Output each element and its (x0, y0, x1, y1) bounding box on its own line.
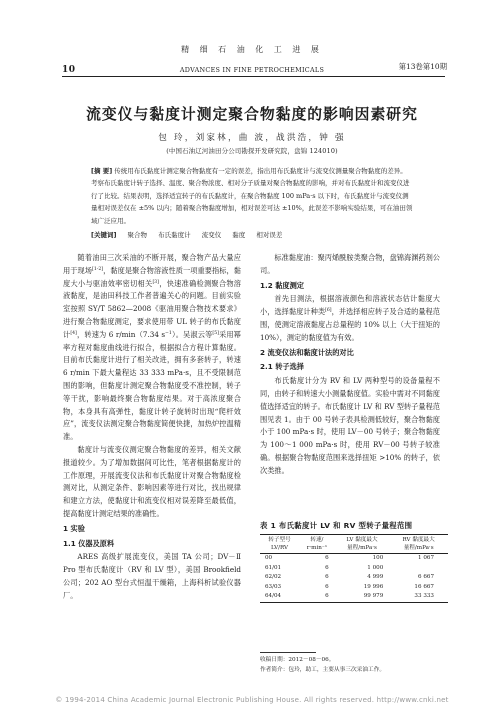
table-cell: 62/02 (265, 574, 282, 581)
citation: [5] (212, 330, 219, 336)
table-header-cell: LV 黏度最大 量程/mPa·s (346, 537, 378, 551)
body-paragraph: ARES 高级扩展流变仪，美国 TA 公司；DV－Ⅱ Pro 型布氏黏度计（RV 和 LV 型），美国 Brookfield 公司；202 AO 型台式恒温干燥箱，上海科析试验仪器厂。 (63, 552, 241, 600)
body-paragraph: 布氏黏度计分为 RV 和 LV 两种型号的设备量程不同，由转子和转速大小测量黏度值。实验中需对不同黏度值选择适宜的转子。布氏黏度计 LV 和 RV 型转子量程范围见表 1。由于 00 号转子表具检测低较好，聚合物黏度小于 100 mPa·s 时，使用 LV－00 号转子；聚合物黏度为 100～1 000 mPa·s 时，使用 RV－00 号转子较准确。根据聚合物黏度范围来选择扭矩 >10% 的转子，依次类推。 (260, 376, 440, 475)
table-header-cell: RV 黏度最大 量程/mPa·s (402, 537, 435, 551)
table-row (260, 554, 448, 564)
table-cell: 1 000 (367, 564, 384, 571)
keywords-label: [关键词] (91, 231, 117, 239)
keywords (91, 229, 413, 241)
intro-paragraph: 随着油田三次采油的不断开展，聚合物产品大量应用于现场[1-2]，黏度是聚合物溶液性质一项重要指标，黏度大小与驱油效率密切相关[3]，快速准确检测聚合物溶液黏度，是油田科技工作者普遍关心的问题。目前实验室按照 SY/T 5862—2008《驱油用聚合物技术要求》进行聚合物黏度测定，要求使用带 UL 转子的布氏黏度计[4]，转速为 6 r/min（7.34 $s^{-1}$）。吴淑云等[5]采用幂率方程对黏度曲线进行拟合，根据拟合方程计算黏度。目前布氏黏度计进行了相关改进，拥有多套转子，转速 6 r/min 下最大量程达 33 333 mPa·s，且不受限制范围的影响，但黏度计测定聚合物黏度受不准控制，转子等干扰，影响最终聚合物黏度结果。对于高浓度聚合物，本身具有高弹性，黏度计转子旋转时出现“爬杆效应”，流变仪法测定聚合物黏度简便快捷，加热炉控温精准。 (63, 253, 241, 442)
table-cell: 6 (325, 555, 329, 561)
keyword: 黏度 (232, 231, 246, 239)
keyword: 布氏黏度计 (158, 231, 191, 239)
table-header-row (260, 535, 448, 554)
article-title: 流变仪与黏度计测定聚合物黏度的影响因素研究 (86, 106, 418, 123)
abstract-label: [摘 要] (91, 167, 113, 175)
table-cell: 64/04 (265, 593, 282, 600)
table-cell: 4 999 (367, 574, 384, 581)
section-heading: 1 实验 (63, 523, 85, 533)
received-date-footnote: 收稿日期：2012－08－06。 (260, 657, 335, 663)
header-rule (62, 76, 445, 77)
table-cell: 6 (325, 564, 329, 571)
table-cell: 16 667 (414, 583, 434, 590)
table-row (260, 592, 448, 602)
table-cell: 100 (372, 555, 384, 561)
subsection-heading: 2.1 转子选择 (260, 362, 304, 372)
table-cell: 6 (325, 593, 329, 600)
journal-title-en: ADVANCES IN FINE PETROCHEMICALS (179, 66, 325, 74)
table-cell: 19 996 (363, 583, 384, 590)
table-cell: 63/03 (265, 583, 282, 590)
table-cell: 00 (265, 555, 273, 561)
keyword: 流变仪 (201, 231, 222, 239)
keyword: 相对误差 (256, 231, 283, 239)
table-header-cell: 转子型号 LV/RV (268, 537, 291, 551)
subsection-heading: 1.1 仪器及原料 (63, 538, 115, 548)
table-cell: 6 (325, 583, 329, 590)
table-cell (389, 564, 448, 574)
table-cell: 33 333 (414, 593, 434, 600)
table-cell: 61/01 (265, 564, 282, 571)
page-number: 10 (62, 65, 76, 75)
abstract-text: 传统用布氏黏度计测定聚合物黏度有一定的误差，指出用布氏黏度计与流变仪测量聚合物黏度的差异。考察布氏黏度计转子选择、温度、聚合物浓度、相对分子质量对聚合物黏度的影响，并对布氏黏度计和流变仪进行了比较。结果表明，选择适宜转子的布氏黏度计，在聚合物黏度 100 mPa·s 以下时，布氏黏度计与流变仪测量相对误差仅在 ±5% 以内；随着聚合物黏度增加，相对误差可达 ±10%，此误差不影响实验结果，可在油田领域广泛应用。 (91, 167, 413, 225)
table-cell: 6 (325, 574, 329, 581)
table-row (260, 573, 448, 583)
subsection-heading: 1.2 黏度测定 (260, 280, 304, 290)
author-bio-footnote: 作者简介：包玲，助工，主要从事三次采油工作。 (260, 667, 386, 673)
body-column-right (260, 252, 440, 478)
copyright-notice: © 1994-2014 China Academic Journal Electronic Publishing House. All rights reserved. http://www.cnki.net (55, 696, 449, 704)
table-caption: 表 1 布氏黏度计 LV 和 RV 型转子量程范围 (260, 521, 413, 530)
table-row (260, 564, 448, 574)
journal-title-cn: 精 细 石 油 化 工 进 展 (181, 45, 323, 54)
citation: [1-2] (92, 266, 104, 272)
table-header-cell: 转速/ r·min⁻¹ (306, 537, 328, 551)
citation: [3] (152, 279, 159, 285)
intro-paragraph: 黏度计与流变仪测定聚合物黏度的差异，相关文献报道较少。为了增加数据间可比性，笔者根据黏度计的工作原理，开展流变仪法和布氏黏度计对聚合物黏度检测对比，从测定条件、影响因素等进行对比，找出规律和建立方法，使黏度计和流变仪相对误差降至最低值，提高黏度计测定结果的准确性。 (63, 444, 241, 518)
citation: [6] (325, 308, 332, 314)
body-column-left (63, 252, 241, 603)
footnote-rule (260, 652, 316, 653)
table-cell: 6 667 (417, 574, 434, 581)
table-cell: 99 979 (363, 593, 384, 600)
author-list: 包 玲，刘家林，曲 波，战洪浩，钟 强 (158, 133, 346, 143)
body-paragraph: 标准黏度油：聚丙烯酰胺类聚合物，盘锦海渊药剂公司。 (260, 253, 440, 275)
section-heading: 2 流变仪法和黏度计法的对比 (260, 347, 354, 357)
abstract (91, 165, 413, 227)
body-paragraph: 首先目测法，根据溶液颜色和溶液状态估计黏度大小，选择黏度计种类[6]，并选择相应转子及合适的量程范围，使测定溶液黏度占总量程的 10% 以上（大于扭矩的 10%），测定的黏度值为有效。 (260, 294, 440, 342)
issue-label: 第13卷第10期 (398, 62, 447, 71)
citation: [4] (70, 330, 77, 336)
rotor-range-table (260, 534, 448, 603)
table-cell: 1 067 (417, 555, 434, 561)
author-affiliation: (中国石油辽河油田分公司勘探开发研究院，盘锦 124010) (166, 147, 338, 155)
keyword: 聚合物 (127, 231, 148, 239)
table-row (260, 583, 448, 593)
